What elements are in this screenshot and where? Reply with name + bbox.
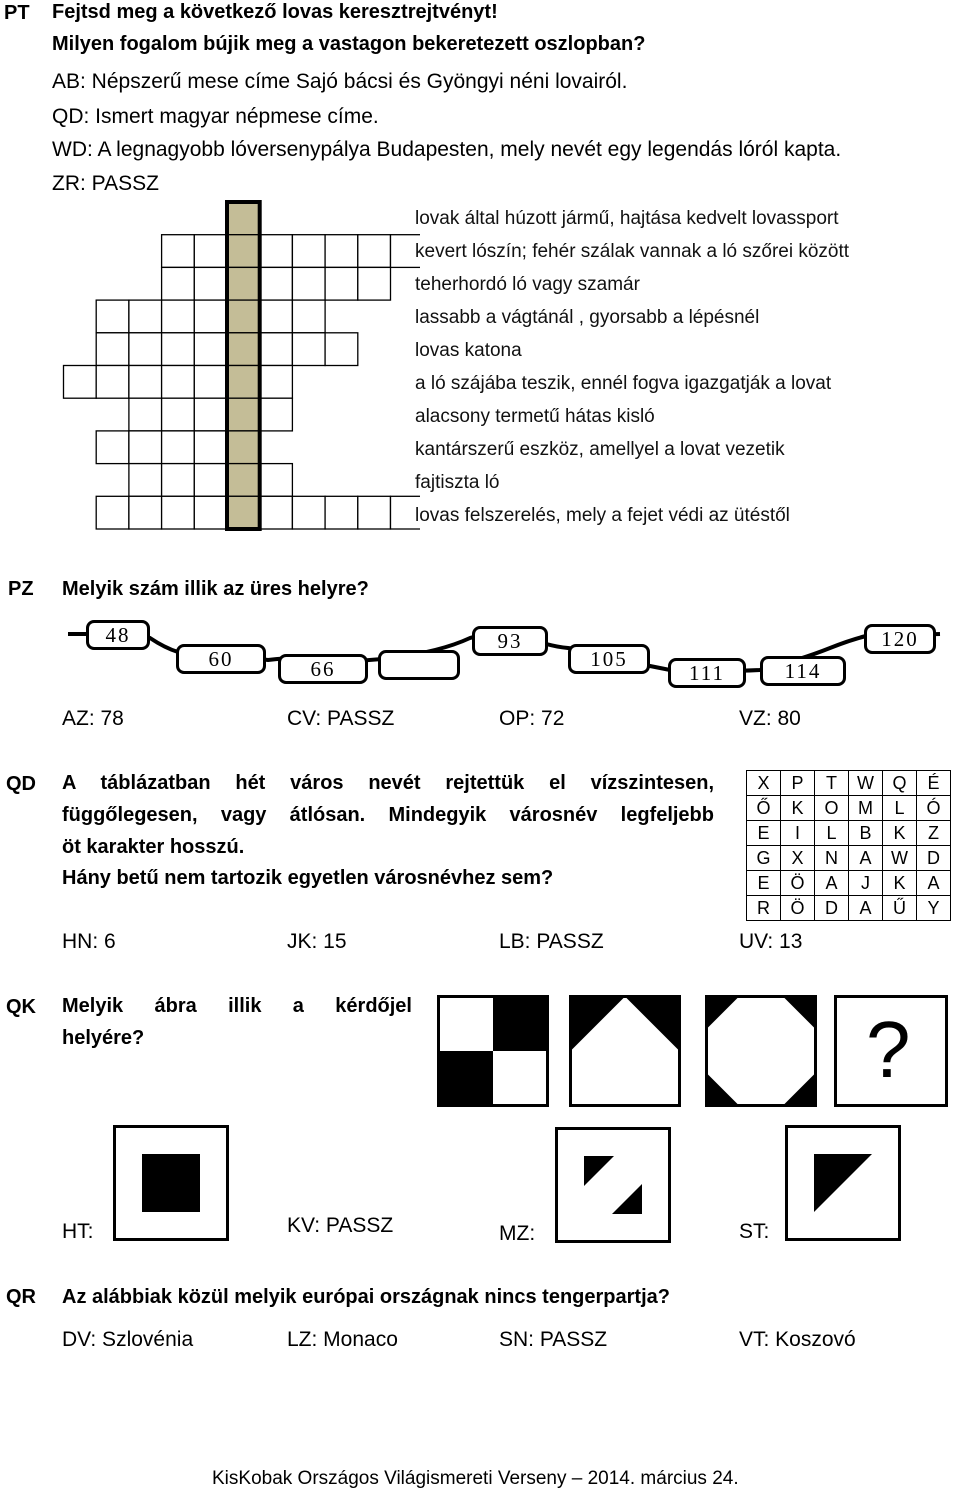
footer: KisKobak Országos Világismereti Verseny – 2014. március 24. xyxy=(212,1468,739,1489)
crossword-cell[interactable] xyxy=(260,235,293,268)
crossword-cell[interactable] xyxy=(162,398,195,431)
letter-cell: K xyxy=(781,796,815,821)
crossword-cell[interactable] xyxy=(292,235,325,268)
crossword-cell[interactable] xyxy=(129,366,162,399)
crossword-cell[interactable] xyxy=(358,496,391,529)
crossword-cell[interactable] xyxy=(292,333,325,366)
crossword-solution-cell[interactable] xyxy=(227,398,260,431)
pz-question: Melyik szám illik az üres helyre? xyxy=(62,578,369,600)
qr-question: Az alábbiak közül melyik európai országnak nincs tengerpartja? xyxy=(62,1286,670,1308)
crossword-cell[interactable] xyxy=(194,267,227,300)
crossword-cell[interactable] xyxy=(96,431,129,464)
letter-cell: D xyxy=(917,846,951,871)
letter-cell: Y xyxy=(917,896,951,921)
chain-box-1: 48 xyxy=(86,620,150,650)
letter-cell: P xyxy=(781,771,815,796)
letter-cell: W xyxy=(849,771,883,796)
letter-cell: É xyxy=(917,771,951,796)
qk-option-ht[interactable]: HT: xyxy=(62,1220,94,1243)
letter-cell: Ö xyxy=(781,896,815,921)
qk-question-line1: Melyik ábra illik a kérdőjel xyxy=(62,995,412,1017)
crossword-cell[interactable] xyxy=(194,366,227,399)
letter-cell: W xyxy=(883,846,917,871)
pt-option-wd[interactable]: WD: A legnagyobb lóversenypálya Budapesten, mely nevét egy legendás lóról kapta. xyxy=(52,138,842,161)
crossword-cell[interactable] xyxy=(260,267,293,300)
qk-option-st[interactable]: ST: xyxy=(739,1220,770,1243)
crossword-cell[interactable] xyxy=(194,431,227,464)
crossword-cell[interactable] xyxy=(129,398,162,431)
crossword-cell[interactable] xyxy=(129,300,162,333)
letter-cell: Q xyxy=(883,771,917,796)
letter-cell: A xyxy=(849,896,883,921)
clue-10: lovas felszerelés, mely a fejet védi az ütéstől xyxy=(415,505,790,526)
crossword-cell[interactable] xyxy=(162,300,195,333)
crossword-cell[interactable] xyxy=(96,496,129,529)
letter-cell: I xyxy=(781,821,815,846)
letter-grid-row xyxy=(747,846,951,871)
pt-option-zr[interactable]: ZR: PASSZ xyxy=(52,172,159,195)
crossword-cell[interactable] xyxy=(96,300,129,333)
qd-option-jk[interactable]: JK: 15 xyxy=(287,930,347,953)
pz-option-vz[interactable]: VZ: 80 xyxy=(739,707,801,730)
crossword-cell[interactable] xyxy=(194,464,227,497)
pt-option-qd[interactable]: QD: Ismert magyar népmese címe. xyxy=(52,105,379,128)
letter-grid-row xyxy=(747,796,951,821)
pz-option-cv[interactable]: CV: PASSZ xyxy=(287,707,395,730)
crossword-cell[interactable] xyxy=(194,496,227,529)
crossword-cell[interactable] xyxy=(260,333,293,366)
crossword-cell[interactable] xyxy=(358,235,391,268)
qd-question-line4: Hány betű nem tartozik egyetlen városnévhez sem? xyxy=(62,867,554,889)
question-code-qk: QK xyxy=(6,996,36,1018)
chain-box-7: 111 xyxy=(668,658,746,688)
qr-option-vt[interactable]: VT: Koszovó xyxy=(739,1328,856,1351)
chain-box-2: 60 xyxy=(176,644,266,674)
crossword-cell[interactable] xyxy=(260,464,293,497)
qd-question-line2: függőlegesen, vagy átlósan. Mindegyik városnév legfeljebb xyxy=(62,804,714,826)
crossword-cell[interactable] xyxy=(162,464,195,497)
letter-cell: R xyxy=(747,896,781,921)
letter-cell: L xyxy=(883,796,917,821)
letter-cell: D xyxy=(815,896,849,921)
qk-option-kv[interactable]: KV: PASSZ xyxy=(287,1214,394,1237)
crossword-cell[interactable] xyxy=(325,235,358,268)
crossword-cell[interactable] xyxy=(129,431,162,464)
crossword-cell[interactable] xyxy=(260,300,293,333)
letter-cell: O xyxy=(815,796,849,821)
chain-box-9: 120 xyxy=(864,624,936,654)
letter-cell: Ű xyxy=(883,896,917,921)
letter-cell: Ö xyxy=(781,871,815,896)
crossword-cell[interactable] xyxy=(162,431,195,464)
crossword-cell[interactable] xyxy=(96,366,129,399)
pattern-checkerboard xyxy=(439,997,548,1106)
crossword-solution-cell[interactable] xyxy=(227,202,260,235)
letter-cell: T xyxy=(815,771,849,796)
crossword-solution-cell[interactable] xyxy=(227,431,260,464)
answer-figure-st[interactable] xyxy=(784,1124,902,1242)
question-code-pz: PZ xyxy=(8,578,34,600)
qd-question-line3: öt karakter hosszú. xyxy=(62,836,245,858)
clue-9: fajtiszta ló xyxy=(415,472,500,493)
crossword-cell[interactable] xyxy=(162,333,195,366)
clue-2: kevert lószín; fehér szálak vannak a ló szőrei között xyxy=(415,241,850,262)
chain-box-empty[interactable] xyxy=(378,650,460,680)
letter-cell: X xyxy=(747,771,781,796)
crossword-cell[interactable] xyxy=(358,267,391,300)
crossword-solution-cell[interactable] xyxy=(227,235,260,268)
pt-title-line1: Fejtsd meg a következő lovas keresztrejtvényt! xyxy=(52,1,498,23)
letter-grid-row xyxy=(747,896,951,921)
question-mark-icon: ? xyxy=(866,1005,911,1094)
crossword-cell[interactable] xyxy=(64,366,97,399)
crossword-solution-cell[interactable] xyxy=(227,366,260,399)
crossword-solution-cell[interactable] xyxy=(227,300,260,333)
clue-5: lovas katona xyxy=(415,340,522,361)
clue-1: lovak által húzott jármű, hajtása kedvelt lovassport xyxy=(415,208,839,229)
letter-cell: B xyxy=(849,821,883,846)
crossword-cell[interactable] xyxy=(260,366,293,399)
crossword-cell[interactable] xyxy=(194,235,227,268)
letter-cell: J xyxy=(849,871,883,896)
crossword-cell[interactable] xyxy=(129,464,162,497)
crossword-cell[interactable] xyxy=(260,398,293,431)
question-code-pt: PT xyxy=(4,2,30,24)
chain-box-5: 93 xyxy=(472,626,548,656)
qd-option-lb[interactable]: LB: PASSZ xyxy=(499,930,604,953)
crossword-cell[interactable] xyxy=(292,300,325,333)
crossword-solution-cell[interactable] xyxy=(227,496,260,529)
crossword-cell[interactable] xyxy=(194,398,227,431)
pt-option-ab[interactable]: AB: Népszerű mese címe Sajó bácsi és Gyöngyi néni lovairól. xyxy=(52,70,628,93)
crossword-cell[interactable] xyxy=(325,333,358,366)
letter-cell: G xyxy=(747,846,781,871)
letter-cell: X xyxy=(781,846,815,871)
question-code-qr: QR xyxy=(6,1286,36,1308)
clue-4: lassabb a vágtánál , gyorsabb a lépésnél xyxy=(415,307,760,328)
clue-3: teherhordó ló vagy szamár xyxy=(415,274,640,295)
letter-cell: M xyxy=(849,796,883,821)
letter-cell: N xyxy=(815,846,849,871)
qk-question-line2: helyére? xyxy=(62,1027,145,1049)
qr-option-dv[interactable]: DV: Szlovénia xyxy=(62,1328,194,1351)
letter-cell: A xyxy=(917,871,951,896)
pattern-top-corners xyxy=(571,997,680,1106)
answer-figure-ht[interactable] xyxy=(112,1124,230,1242)
pattern-four-corners xyxy=(707,997,816,1106)
crossword-solution-cell[interactable] xyxy=(227,267,260,300)
crossword-solution-cell[interactable] xyxy=(227,464,260,497)
crossword-cell[interactable] xyxy=(129,496,162,529)
crossword-clues xyxy=(415,202,849,532)
letter-cell: Z xyxy=(917,821,951,846)
chain-box-6: 105 xyxy=(568,644,650,674)
letter-cell: L xyxy=(815,821,849,846)
letter-grid-row xyxy=(747,871,951,896)
answer-figure-mz[interactable] xyxy=(554,1126,672,1244)
letter-cell: K xyxy=(883,871,917,896)
letter-cell: A xyxy=(849,846,883,871)
letter-cell: E xyxy=(747,871,781,896)
qd-option-hn[interactable]: HN: 6 xyxy=(62,930,116,953)
chain-box-3: 66 xyxy=(278,654,368,684)
qr-option-lz[interactable]: LZ: Monaco xyxy=(287,1328,398,1351)
chain-box-8: 114 xyxy=(760,656,846,686)
crossword-cell[interactable] xyxy=(260,496,293,529)
crossword-cell[interactable] xyxy=(96,333,129,366)
crossword-grid xyxy=(0,195,420,535)
crossword-cell[interactable] xyxy=(325,267,358,300)
qd-question-line1: A táblázatban hét város nevét rejtettük el vízszintesen, xyxy=(62,772,714,794)
crossword-cell[interactable] xyxy=(292,496,325,529)
qd-option-uv[interactable]: UV: 13 xyxy=(739,930,803,953)
letter-grid-row xyxy=(747,821,951,846)
pz-option-op[interactable]: OP: 72 xyxy=(499,707,565,730)
clue-7: alacsony termetű hátas kisló xyxy=(415,406,655,427)
letter-cell: K xyxy=(883,821,917,846)
crossword-cell[interactable] xyxy=(194,300,227,333)
question-code-qd: QD xyxy=(6,773,36,795)
letter-cell: A xyxy=(815,871,849,896)
letter-grid xyxy=(746,770,951,921)
crossword-cell[interactable] xyxy=(162,267,195,300)
crossword-cell[interactable] xyxy=(292,267,325,300)
letter-cell: Ó xyxy=(917,796,951,821)
letter-cell: Ő xyxy=(747,796,781,821)
pz-option-az[interactable]: AZ: 78 xyxy=(62,707,124,730)
crossword-cell[interactable] xyxy=(162,235,195,268)
letter-cell: E xyxy=(747,821,781,846)
qr-option-sn[interactable]: SN: PASSZ xyxy=(499,1328,608,1351)
pt-title-line2: Milyen fogalom bújik meg a vastagon bekeretezett oszlopban? xyxy=(52,33,646,55)
crossword-cell[interactable] xyxy=(162,496,195,529)
clue-6: a ló szájába teszik, ennél fogva igazgatják a lovat xyxy=(415,373,832,394)
letter-grid-row xyxy=(747,771,951,796)
clue-8: kantárszerű eszköz, amellyel a lovat vezetik xyxy=(415,439,785,460)
crossword-cell[interactable] xyxy=(162,366,195,399)
crossword-solution-cell[interactable] xyxy=(227,333,260,366)
crossword-cell[interactable] xyxy=(325,496,358,529)
crossword-cell[interactable] xyxy=(129,333,162,366)
qk-option-mz[interactable]: MZ: xyxy=(499,1222,536,1245)
crossword-cell[interactable] xyxy=(194,333,227,366)
